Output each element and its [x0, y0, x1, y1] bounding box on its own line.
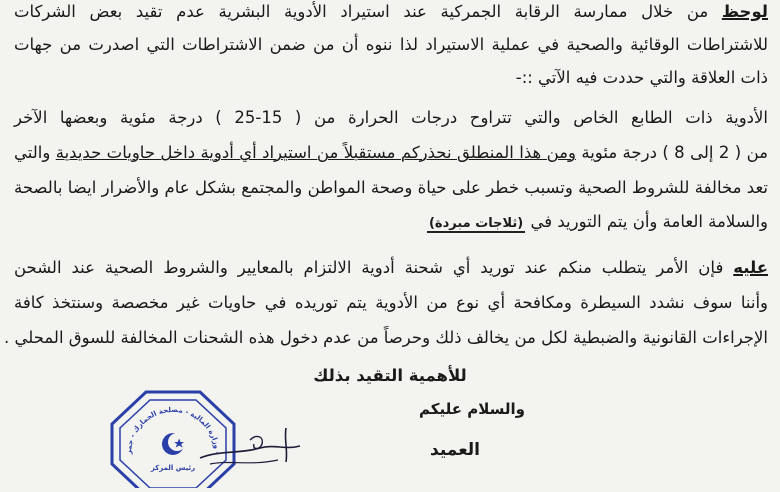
paragraph-line-9: وأننا سوف نشدد السيطرة ومكافحة أي نوع من الأدوية يتم توريده في حاويات غير مخصصة وسنتخذ كافة: [14, 293, 768, 312]
paragraph-line-4: الأدوية ذات الطابع الخاص والتي تتراوح درجات الحرارة من ( 15-25 ) درجة مئوية وبعضها الآخر: [14, 108, 769, 127]
closing-line: للأهمية التقيد بذلك: [313, 366, 467, 385]
paragraph-line-2: للاشتراطات الوقائية والصحية في عملية الاستيراد لذا ننوه أن من ضمن الاشتراطات التي اصدرت من جهات: [14, 35, 768, 54]
refrigerated-containers-label: (ثلاجات مبردة): [428, 216, 524, 231]
paragraph-line-10: الإجراءات القانونية والضبطية لكل من يخالف ذلك وحرصاً من عدم دخول هذه الشحنات المخالفة للسوق المحلي .: [4, 328, 768, 347]
underlined-warning: ومن هذا المنطلق نحذركم مستقبلاً من استيراد أي أدوية داخل حاويات حديدية: [55, 143, 576, 162]
paragraph-line-5: من ( 2 إلى 8 ) درجة مئوية ومن هذا المنطلق نحذركم مستقبلاً من استيراد أي أدوية داخل حاويات حديدية والتي: [14, 143, 769, 162]
paragraph-line-6: تعد مخالفة للشروط الصحية وتسبب خطر على حياة وصحة المواطن والمجتمع بشكل عام والأضرار ايضا بالصحة: [14, 178, 768, 197]
paragraph-line-1: لوحظ من خلال ممارسة الرقابة الجمركية عند استيراد الأدوية البشرية عدم تقيد بعض الشركات: [14, 2, 768, 21]
keyword-observed: لوحظ: [721, 2, 768, 21]
paragraph-line-3: ذات العلاقة والتي حددت فيه الآتي ::-: [515, 68, 768, 87]
signatory-title: العميد: [430, 440, 480, 460]
paragraph-line-7: والسلامة العامة وأن يتم التوريد في (ثلاجات مبردة): [428, 212, 768, 231]
handwritten-signature-icon: [190, 420, 320, 470]
stamp-ring-text: - وزارة المالية - مصلحة الجمارك - جمر: [124, 405, 222, 455]
keyword-therefore: عليه: [733, 258, 768, 277]
paragraph-line-8: عليه فإن الأمر يتطلب منكم عند توريد أي شحنة أدوية الالتزام بالمعايير والشروط الصحية عند الشحن: [14, 258, 768, 277]
salutation: والسلام عليكم: [419, 400, 525, 418]
stamp-center-text: رئيس المركز: [150, 464, 196, 472]
